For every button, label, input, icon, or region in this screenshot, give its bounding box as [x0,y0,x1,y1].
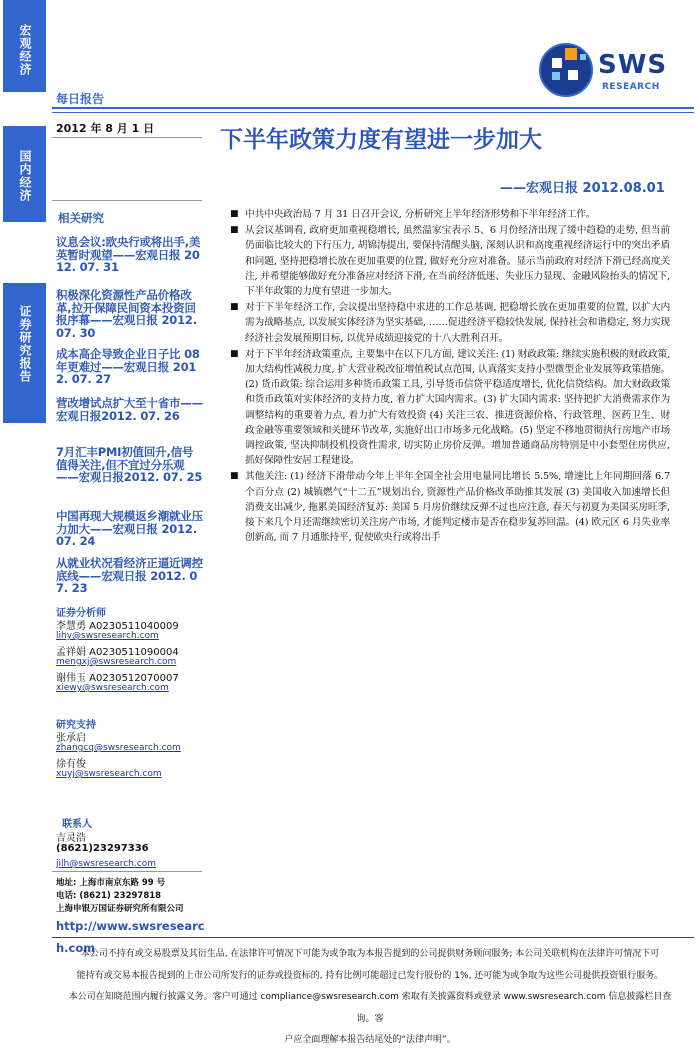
contact-phone: (8621)23297336 [56,843,149,854]
disclaimer-line: 本公司在知晓范围内履行披露义务。客户可通过 compliance@swsresearch.com 索取有关披露资料或登录 www.swsresearch.com 信息披露栏目查询。客 [68,992,672,1024]
bar-label-research: 证券研究报告 [18,305,32,383]
report-date: 2012 年 8 月 1 日 [56,122,155,135]
analyst-email[interactable]: xiewy@swsresearch.com [56,683,169,693]
bullet-icon: ■ [230,302,239,313]
related-research-heading: 相关研究 [58,211,104,225]
page-subtitle: ——宏观日报 2012.08.01 [500,181,665,196]
website-link[interactable]: http://www.swsresearch.com [56,919,205,955]
contact-rule [52,871,202,872]
disclaimer [60,944,680,1052]
disclaimer-line: 户应全面理解本报告结尾处的“法律声明”。 [284,1035,456,1045]
contact-heading: 联系人 [62,819,92,830]
support-email[interactable]: zhangcq@swsresearch.com [56,743,181,753]
header-rule-right [232,107,694,109]
bar-label-macro: 宏观经济 [18,24,32,76]
sws-logo [538,40,678,100]
support-heading: 研究支持 [56,720,96,731]
body-paragraph: ■ 从会议基调看, 政府更加重视稳增长, 虽然温家宝表示 5、6 月份经济出现了缓中趋稳的走势, 但当前仍面临比较大的下行压力, 胡锦涛提出, 要保持清醒头脑, 深刻认识和高度重视经济运行中的突出矛盾和问题, 坚持把稳增长放在更加重要的位置, 做好充分应对准备。显示当前政府对经济下滑已经高度关注, 并希望能够做好充分准备应对经济下滑, 在当前经济低迷、失业压力显现、金融风险抬头的情况下, 下半年政策的力度有望进一步加大。 [230,225,670,298]
disclaimer-line: 能持有或交易本报告提到的上市公司所发行的证券或投资标的, 持有比例可能超过已发行股份的 1%, 还可能为或争取为这些公司提供投资银行服务。 [76,970,664,981]
related-item[interactable]: 中国再现大规模返乡潮就业压力加大——宏观日报 2012. 07. 24 [56,509,203,548]
doc-type-label: 每日报告 [56,92,105,106]
company-address: 地址: 上海市南京东路 99 号 [56,878,166,888]
left-section-bar [0,0,51,1041]
footer-rule [52,937,694,938]
related-item[interactable]: 营改增试点扩大至十省市——宏观日报2012. 07. 26 [56,396,203,423]
related-item[interactable]: 从就业状况看经济正逼近调控底线——宏观日报 2012. 07. 23 [56,556,203,595]
support-email[interactable]: xuyj@swsresearch.com [56,769,162,779]
sidebar-top-rule [52,200,202,201]
date-rule [52,137,202,138]
contact-name: 吉灵浩 [56,833,86,844]
bullet-icon: ■ [230,471,239,482]
support-name: 张承启 [56,733,86,744]
body-paragraph: ■ 其他关注: (1) 经济下滑带动今年上半年全国全社会用电量同比增长 5.5%, 增速比上年同期回落 6.7 个百分点 (2) 城镇燃气“十二五”规划出台, 资源性产品价格改革助推其发展 (3) 美国收入加速增长但消费支出减少, 拖累美国经济复苏: 美国 5 月房价继续反弹不过也应注意, 春天与初夏为美国买房旺季, 接下来几个月还需继续密切关注房产市场, 才能判定楼市是否在稳步复苏回温。(4) 欧元区 6 月失业率创新高, 而 7 月通胀持平, 促使欧央行或将出手 [230,471,670,544]
analyst-email[interactable]: lihy@swsresearch.com [56,631,159,641]
analyst-name: 谢伟玉 A0230512070007 [56,673,179,684]
related-item[interactable]: 成本高企导致企业日子比 08 年更难过——宏观日报 2012. 07. 27 [56,347,200,386]
support-name: 徐有俊 [56,759,86,770]
company-name: 上海申银万国证券研究所有限公司 [56,904,184,914]
page-title: 下半年政策力度有望进一步加大 [220,127,542,153]
contact-email[interactable]: jilh@swsresearch.com [56,859,156,869]
body-paragraph: ■ 对于下半年经济工作, 会议提出坚持稳中求进的工作总基调, 把稳增长放在更加重要的位置, 以扩大内需为战略基点, 以发展实体经济为坚实基础, ……促进经济平稳较快发展, 保持社会和谐稳定, 努力实现经济社会发展预期目标, 以优异成绩迎接党的十八大胜利召开。 [230,302,670,344]
related-item[interactable]: 议息会议:欧央行或将出手,美英暂时观望——宏观日报 2012. 07. 31 [56,235,201,274]
bar-label-domestic: 国内经济 [18,150,32,202]
report-body [230,207,670,546]
bullet-icon: ■ [230,348,239,359]
logo-subtext: RESEARCH [602,82,660,92]
header-rule-left [52,107,232,109]
body-paragraph: ■ 中共中央政治局 7 月 31 日召开会议, 分析研究上半年经济形势和下半年经济工作。 [230,207,670,222]
analysts-heading: 证券分析师 [56,608,106,619]
bullet-icon: ■ [230,225,239,236]
logo-text: SWS [598,50,668,80]
analyst-name: 孟祥娟 A0230511090004 [56,647,179,658]
disclaimer-line: 本公司不持有或交易股票及其衍生品, 在法律许可情况下可能为或争取为本报告提到的公司提供财务顾问服务; 本公司关联机构在法律许可情况下可 [80,949,660,959]
bullet-icon: ■ [230,209,239,219]
company-tel: 电话: (8621) 23297818 [56,891,162,901]
body-paragraph: ■ 对于下半年经济政策重点, 主要集中在以下几方面, 建议关注: (1) 财政政策: 继续实施积极的财政政策, 加大结构性减税力度, 扩大营业税改征增值税试点范围, 认真落实支持小型微型企业发展等政策措施。(2) 货币政策: 综合运用多种货币政策工具, 引导货币信贷平稳适度增长, 优化信贷结构。加大财政政策和货币政策对实体经济的支持力度, 着力扩大国内需求。(3) 扩大国内需求: 坚持把扩大消费需求作为调整结构的重要着力点, 着力扩大有效投资 (4) 关注三农、推进资源价格、行政管理、医药卫生、财政金融等重要领域和关键环节改革, 实施好出口市场多元化战略。(5) 坚定不移地贯彻执行房地产市场调控政策, 坚决抑制投机投资性需求, 切实防止房价反弹。增加普通商品房特别是中小套型住房供应, 抓好保障性安居工程建设。 [230,348,670,467]
analyst-email[interactable]: mengxj@swsresearch.com [56,657,177,667]
header-rule-thin [52,112,694,113]
related-item[interactable]: 积极深化资源性产品价格改革,拉开保障民间资本投资回报序幕——宏观日报 2012. 07. 30 [56,288,197,340]
analyst-name: 李慧勇 A0230511040009 [56,621,179,632]
related-item[interactable]: 7月汇丰PMI初值回升,信号值得关注,但不宜过分乐观——宏观日报2012. 07. 25 [56,445,203,484]
